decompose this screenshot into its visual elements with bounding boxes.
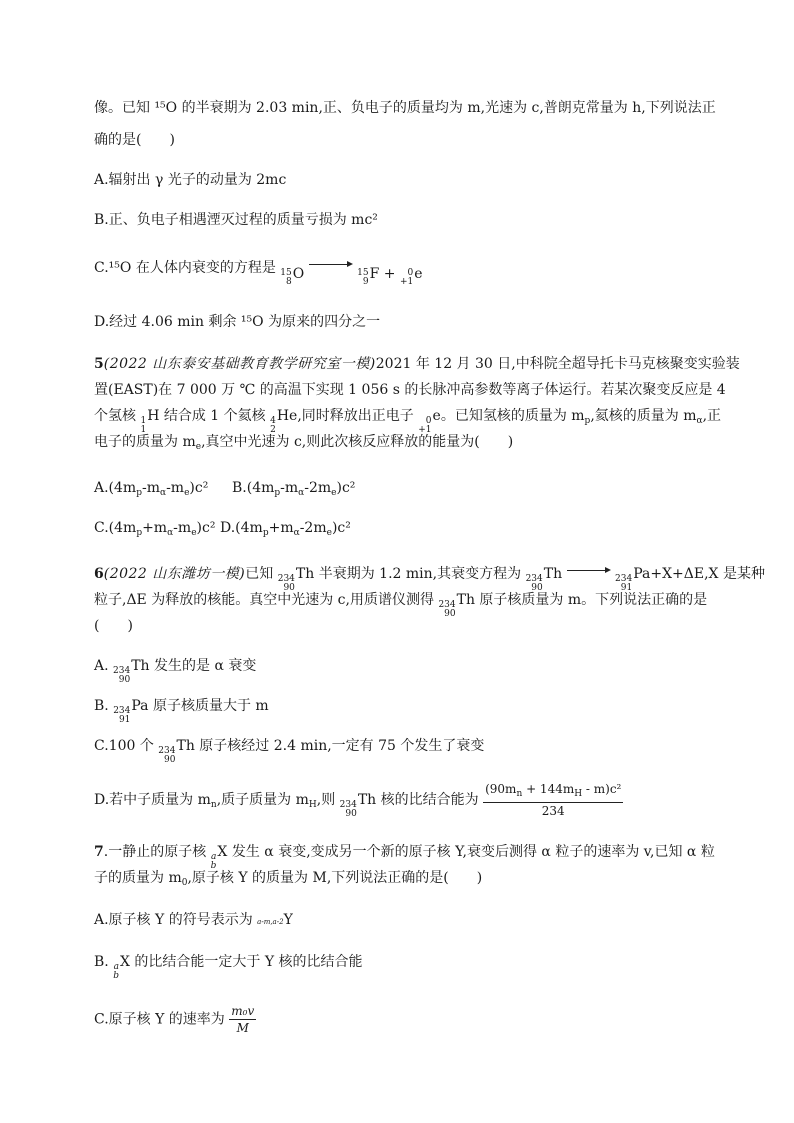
protactinium-234-nuclide: 234 91 (113, 706, 131, 725)
q5-stem-line4: 电子的质量为 $m_e$,真空中光速为 c,则此次核反应释放的能量为( ) (94, 434, 514, 452)
q5-source: (2022 山东泰安基础教育教学研究室一模) (103, 356, 376, 372)
q6-stem-line1: 6(2022 山东潍坊一模)已知 234 90 Th 半衰期为 1.2 min,其衰变方程为 234 90 Th 234 91 Pa+X+ΔE,X 是某种 (94, 566, 765, 593)
q4-stem-line1: 像。已知 ¹⁵O 的半衰期为 2.03 min,正、负电子的质量均为 m,光速为 c,普朗克常量为 h,下列说法正 (94, 100, 716, 116)
thorium-234-nuclide: 234 90 (525, 574, 543, 593)
positron-nuclide: 0 +1 e (399, 266, 423, 287)
fluorine-15-nuclide: 15 9 F + (357, 266, 396, 287)
thorium-234-nuclide: 234 90 (438, 600, 456, 619)
q7-option-b: B. a b X 的比结合能一定大于 Y 核的比结合能 (94, 954, 363, 981)
q5-stem-line3: 个氢核 1 1 H 结合成 1 个氦核 4 2 He,同时释放出正电子 0 +1 e。已知氢核的质量为 $m_p$,氦核的质量为 $m_\alpha$,正 (94, 408, 722, 435)
q5-stem-line1 (94, 354, 740, 374)
q7-stem-line2: 子的质量为 $m_0$,原子核 Y 的质量为 M,下列说法正确的是( ) (94, 870, 483, 888)
q4-option-a: A.辐射出 γ 光子的动量为 2mc (94, 172, 287, 188)
x-nuclide: a b (113, 962, 119, 981)
helium-nuclide: 4 2 (270, 416, 276, 435)
reaction-arrow-icon (309, 259, 353, 269)
q7-number: 7 (94, 844, 104, 860)
q6-option-c: C.100 个 234 90 Th 原子核经过 2.4 min,一定有 75 个发生了衰变 (94, 738, 485, 765)
positron-nuclide: 0 +1 (418, 416, 432, 435)
q5-stem-text: 2021 年 12 月 30 日,中科院全超导托卡马克核聚变实验装 (375, 356, 740, 372)
q6-stem-line2: 粒子,ΔE 为释放的核能。真空中光速为 c,用质谱仪测得 234 90 Th 原子核质量为 m。下列说法正确的是 (94, 592, 708, 619)
q6-stem-line3: ( ) (94, 618, 133, 634)
q5-option-c: $C.(4m_p+m_\alpha-m_e)c^2$ (94, 520, 216, 538)
q7-option-a: A.原子核 Y 的符号表示为 a-m,a-2Y (94, 912, 293, 928)
q5-number: 5 (94, 356, 104, 372)
thorium-234-nuclide: 234 90 (158, 746, 176, 765)
q4-option-b: B.正、负电子相遇湮灭过程的质量亏损为 mc² (94, 212, 378, 228)
thorium-234-nuclide: 234 90 (339, 800, 357, 819)
x-nuclide: a b (210, 852, 217, 871)
protactinium-234-nuclide: 234 91 (615, 574, 633, 593)
thorium-234-nuclide: 234 90 (277, 574, 295, 593)
q6-option-b: B. 234 91 Pa 原子核质量大于 m (94, 698, 269, 725)
q5-option-b: $B.(4m_p-m_\alpha-2m_e)c^2$ (232, 480, 356, 498)
hydrogen-nuclide: 1 1 (140, 416, 147, 435)
reaction-arrow-icon (567, 565, 611, 575)
q7-option-c: C.原子核 Y 的速率为 $\frac{\text{m₀v}}{M}$ (94, 1004, 255, 1035)
q4-option-c (94, 258, 423, 287)
q4-option-c-label: C.¹⁵O 在人体内衰变的方程是 (94, 260, 276, 276)
oxygen-15-nuclide: 15 8 O (280, 266, 305, 287)
q7-stem-line1: 7.一静止的原子核 a b X 发生 α 衰变,变成另一个新的原子核 Y,衰变后测得 α 粒子的速率为 v,已知 α 粒 (94, 844, 715, 871)
velocity-fraction: $\frac{\text{m₀v}}{M}$ (231, 1004, 255, 1035)
q5-option-a: $A.(4m_p-m_\alpha-m_e)c^2$ (94, 480, 209, 498)
q6-number: 6 (94, 566, 104, 582)
thorium-234-nuclide: 234 90 (113, 666, 131, 685)
q5-stem-line2: 置(EAST)在 7 000 万 ℃ 的高温下实现 1 056 s 的长脉冲高参数等离子体运行。若某次聚变反应是 4 (94, 382, 726, 398)
q6-source: (2022 山东潍坊一模) (103, 566, 246, 582)
q4-stem-line2: 确的是( ) (94, 132, 175, 148)
y-nuclide-indices: a-m,a-2 (257, 918, 284, 926)
q5-option-d: $D.(4m_p+m_\alpha-2m_e)c^2$ (220, 520, 351, 538)
q4-option-d: D.经过 4.06 min 剩余 ¹⁵O 为原来的四分之一 (94, 314, 381, 330)
binding-energy-fraction: $\frac{(90m_n + 144m_H - m)c^2}{234}$ (485, 782, 622, 818)
q6-option-a: A. 234 90 Th 发生的是 α 衰变 (94, 658, 257, 685)
q6-option-d: D.若中子质量为 $m_n$,质子质量为 $m_H$,则 234 90 Th 核的比结合能为 $\frac{(90m_n + 144m_H - m)c^2}{234}$ (94, 782, 622, 819)
